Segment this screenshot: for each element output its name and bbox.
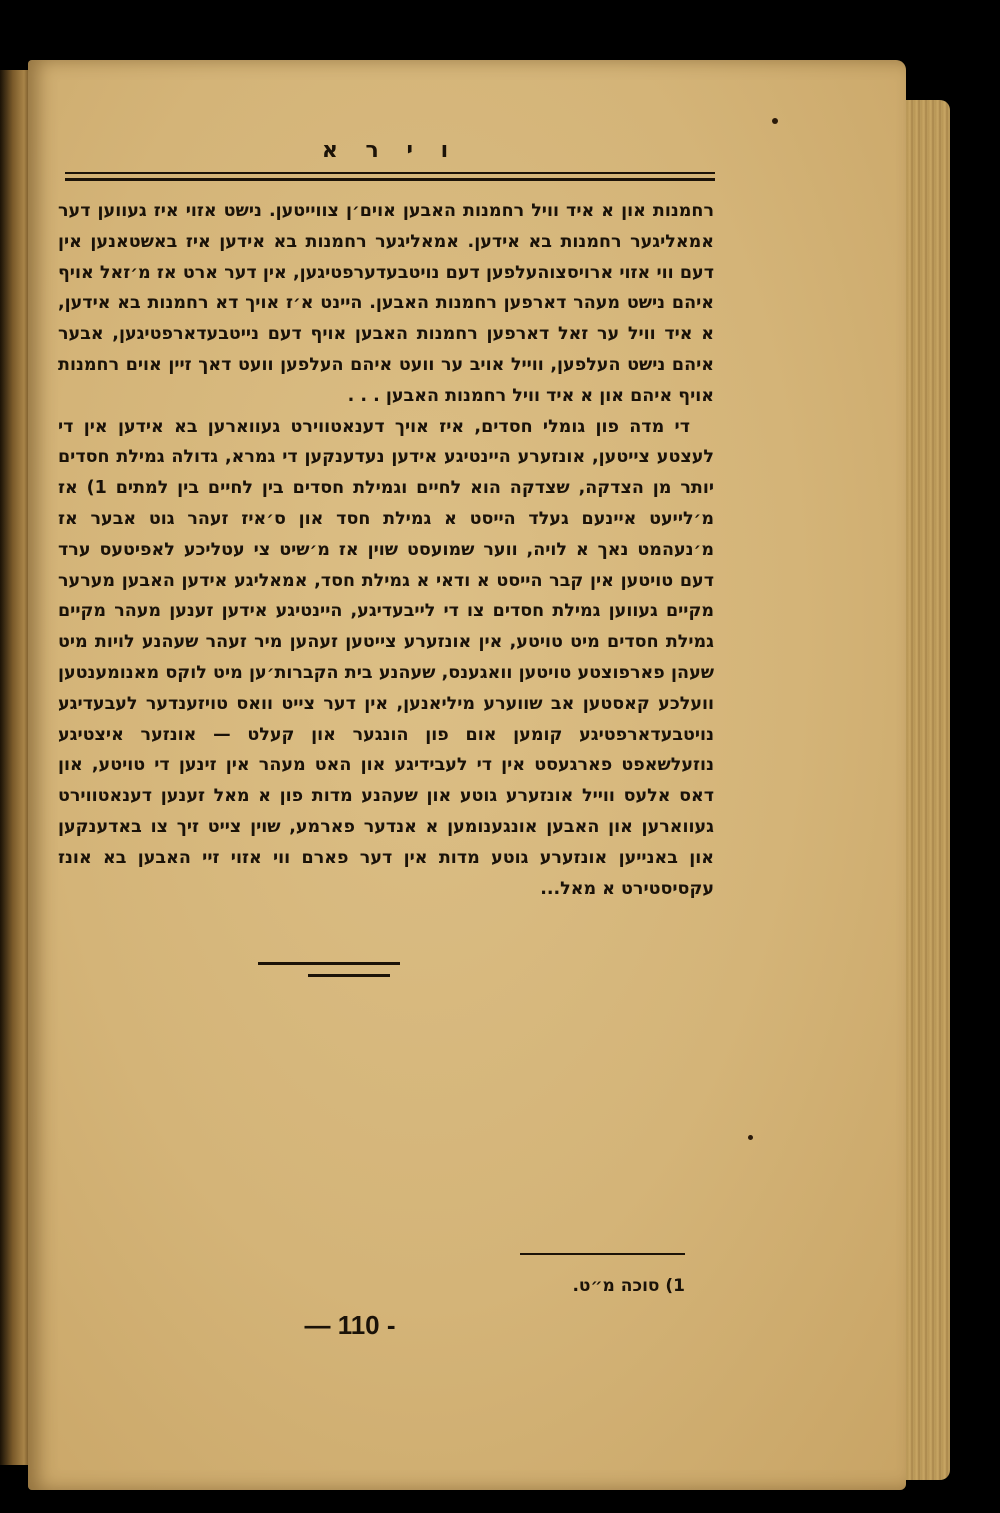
paper-speck: [772, 118, 778, 124]
header-rule-thick: [65, 178, 715, 181]
header-rule-thin: [65, 172, 715, 174]
paper-speck: [748, 1135, 753, 1140]
footnote-rule: [520, 1253, 685, 1255]
page-number: — 110 -: [304, 1310, 396, 1340]
body-text: [58, 196, 714, 904]
section-end-rule-long: [258, 962, 400, 965]
paragraph-1: רחמנות און א איד וויל רחמנות האבען אוים׳ן צווייטען. נישט אזוי איז געווען דער אמאליגער רחמנות בא אידען. אמאליגער רחמנות בא אידען איז באשטאנען אין דעם ווי אזוי ארויסצוהעלפען דעם נויטבעדערפטיגען, אין דער ארט אז מ׳זאל אויף איהם נישט מעהר דארפען רחמנות האבען. היינט א׳ז אויך דא רחמנות בא אידען, א איד וויל ער זאל דארפען רחמנות האבען אויף דעם נייטבעדארפטיגען, אבער איהם נישט העלפען, ווייל אויב ער וועט איהם העלפען וועט דאך זיין אוים רחמנות אויף איהם און א איד וויל רחמנות האבען . . .: [58, 201, 714, 406]
page-block-edges: [900, 100, 950, 1480]
running-header: ו י ר א: [321, 138, 459, 163]
footnote: 1) סוכה מ״ט.: [572, 1276, 685, 1296]
section-end-rule-short: [308, 974, 390, 977]
paragraph-2: די מדה פון גומלי חסדים, איז אויך דענאטווירט געווארען בא אידען אין די לעצטע צייטען, אונזערע היינטיגע אידען נעדענקען די גמרא, גדולה גמילת חסדים יותר מן הצדקה, שצדקה הוא לחיים וגמילת חסדים בין לחיים בין למתים 1) אז מ׳לייעט איינעם געלד הייסט א גמילת חסד און ס׳איז זעהר גוט אבער אז מ׳נעהמט נאך א לויה, ווער שמועסט שוין אז מ׳שיט צי עטליכע לאפיטעס ערד דעם טויטען אין קבר הייסט א ודאי א גמילת חסד, אמאליגע אידען האבען מערער מקיים געווען גמילת חסדים צו די לייבעדיגע, היינטיגע אידען זענען מעהר מקיים גמילת חסדים מיט טויטע, אין אונזערע צייטען זעהען מיר זעהר שעהנע לויות מיט שעהן פארפוצטע טויטען וואגענס, שעהנע בית הקברות׳ען מיט לוקס מאנומענטען וועלכע קאסטען אב שווערע מיליאנען, אין דער צייט וואס טויזענדער לעבעדיגע נויטבעדארפטיגע קומען אום פון הונגער און קעלט — אונזער איצטיגע נוזעלשאפט פארגעסט אין די לעבידיגע און האט מעהר אין זינען די טויטע, און דאס אלעס ווייל אונזערע גוטע און שעהנע מדות פון א מאל זענען דענאטווירט געווארען און האבען אונגענומען א אנדער פארמע, שוין צייט זיך צו באדענקען און באנייען אונזערע גוטע מדות אין דער פארם ווי אזוי זיי האבען בא אונז עקסיסטירט א מאל...: [58, 416, 714, 899]
